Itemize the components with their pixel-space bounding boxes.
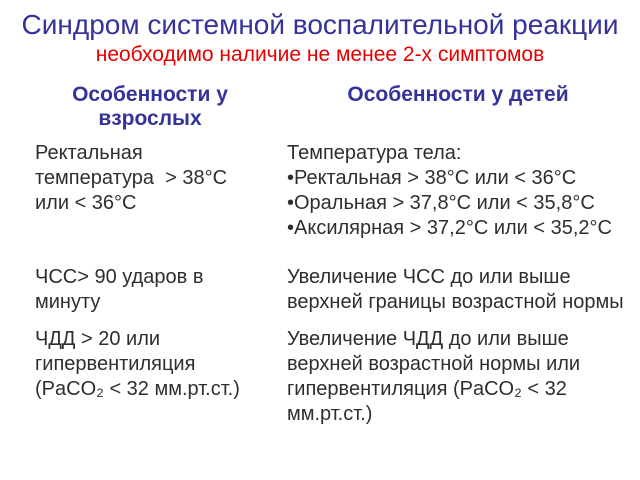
slide-subtitle: необходимо наличие не менее 2-х симптомов: [95, 43, 545, 67]
cell-children-temperature: [287, 141, 629, 241]
children-temperature-bullet-oral: •Оральная > 37,8°С или < 35,8°С: [287, 192, 595, 215]
slide-title: Синдром системной воспалительной реакции: [21, 9, 619, 40]
table-header-row: [35, 83, 640, 131]
children-temperature-intro: Температура тела:: [287, 142, 462, 165]
table-row-temperature: [35, 141, 640, 241]
column-header-children: Особенности у детей: [347, 83, 569, 107]
cell-adults-heart-rate: ЧСС> 90 ударов в минуту: [35, 266, 204, 314]
column-header-adults: Особенности у взрослых: [72, 83, 228, 131]
cell-children-heart-rate: Увеличение ЧСС до или выше верхней границы возрастной нормы: [287, 266, 624, 314]
children-temperature-bullet-axillary: •Аксилярная > 37,2°С или < 35,2°С: [287, 217, 612, 240]
children-temperature-bullet-rectal: •Ректальная > 38°С или < 36°С: [287, 167, 577, 190]
symptoms-table: [35, 83, 640, 427]
cell-children-respiratory-rate: Увеличение ЧДД до или выше верхней возрастной нормы или гипервентиляция (PaCO₂ < 32 мм.рт.ст.): [287, 328, 581, 426]
table-row-respiratory-rate: [35, 327, 640, 427]
cell-adults-respiratory-rate: ЧДД > 20 или гипервентиляция (PaCO₂ < 32 мм.рт.ст.): [35, 328, 240, 401]
cell-adults-temperature: Ректальная температура > 38°С или < 36°С: [35, 142, 228, 215]
table-row-heart-rate: [35, 265, 640, 315]
